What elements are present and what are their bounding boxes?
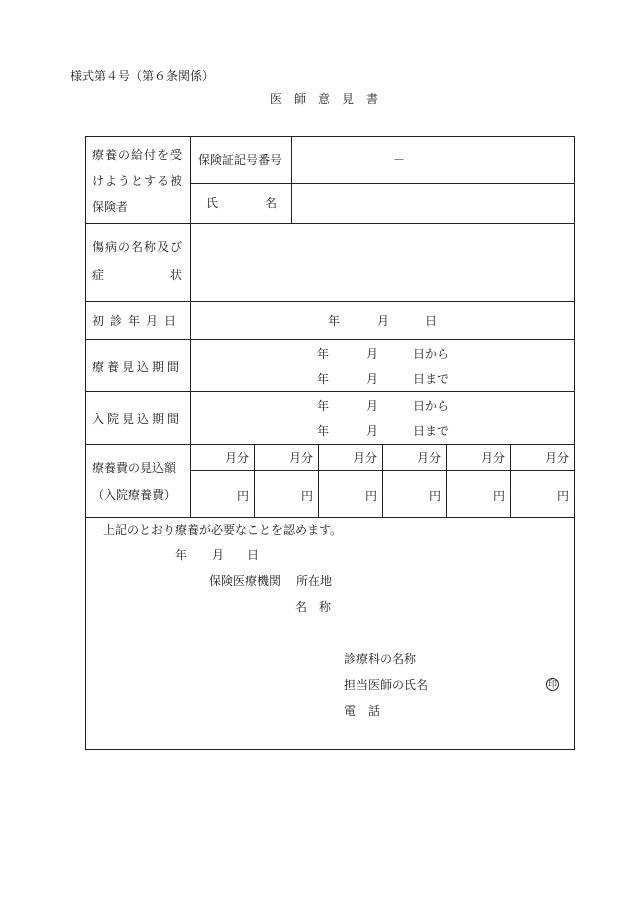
rule-cost-col-2 — [318, 444, 319, 517]
cost-month-3: 月分 — [353, 451, 378, 465]
rule-cost-col-1 — [254, 444, 255, 517]
rule-cert-bottom — [190, 183, 574, 184]
insured-label-line2: けようとする被 — [92, 174, 184, 188]
institution-address-label: 所在地 — [296, 574, 333, 588]
cost-month-5: 月分 — [481, 451, 506, 465]
certification-year: 年 — [175, 548, 188, 562]
cost-yen-4: 円 — [429, 489, 442, 503]
cost-yen-1: 円 — [237, 489, 250, 503]
cost-month-6: 月分 — [545, 451, 570, 465]
rule-first-visit-bottom — [86, 339, 574, 340]
rule-hospital-bottom — [86, 444, 574, 445]
treatment-until-day: 日まで — [413, 372, 450, 386]
name-label-given: 名 — [265, 196, 278, 210]
cost-yen-5: 円 — [493, 489, 506, 503]
document-title: 医師意見書 — [270, 92, 391, 106]
rule-treatment-bottom — [86, 391, 574, 392]
first-visit-year: 年 — [328, 314, 341, 328]
department-label: 診療科の名称 — [344, 652, 417, 666]
illness-label-line2 — [92, 269, 182, 281]
illness-label-symptom-1: 症 — [92, 268, 105, 282]
rule-cost-col-3 — [382, 444, 383, 517]
cert-number-value[interactable]: － — [393, 153, 406, 167]
hospital-period-label: 入院見込期間 — [92, 412, 183, 426]
rule-cost-bottom — [86, 517, 574, 518]
first-visit-month: 月 — [377, 314, 390, 328]
hospital-until-day: 日まで — [413, 424, 450, 438]
illness-label-symptom-2: 状 — [169, 268, 182, 282]
cost-yen-2: 円 — [301, 489, 314, 503]
doctor-name-label: 担当医師の氏名 — [344, 678, 429, 692]
institution-label: 保険医療機関 — [209, 574, 282, 588]
treatment-from-day: 日から — [413, 347, 450, 361]
first-visit-day: 日 — [425, 314, 438, 328]
name-label-family: 氏 — [206, 196, 219, 210]
cost-label-line2: （入院療養費） — [92, 488, 177, 502]
insured-label-line1: 療養の給付を受 — [92, 148, 184, 162]
rule-illness-bottom — [86, 301, 574, 302]
treatment-until-month: 月 — [366, 372, 379, 386]
cert-number-label: 保険証記号番号 — [198, 153, 283, 167]
certification-statement: 上記のとおり療養が必要なことを認めます。 — [103, 523, 343, 537]
treatment-from-year: 年 — [317, 347, 330, 361]
hospital-until-year: 年 — [317, 424, 330, 438]
institution-name-label: 名 称 — [295, 600, 332, 614]
cost-month-1: 月分 — [225, 451, 250, 465]
rule-cert-column — [291, 137, 292, 223]
phone-label: 電 話 — [344, 704, 381, 718]
first-visit-label: 初診年月日 — [92, 314, 183, 328]
rule-label-column — [190, 137, 191, 517]
hospital-from-year: 年 — [317, 399, 330, 413]
cost-yen-6: 円 — [557, 489, 570, 503]
rule-insured-bottom — [86, 223, 574, 224]
treatment-period-label: 療養見込期間 — [92, 360, 183, 374]
insured-label-line3: 保険者 — [92, 200, 129, 214]
certification-day: 日 — [247, 548, 260, 562]
cost-month-4: 月分 — [417, 451, 442, 465]
treatment-until-year: 年 — [317, 372, 330, 386]
hospital-until-month: 月 — [366, 424, 379, 438]
seal-mark: 印 — [547, 680, 557, 690]
hospital-from-day: 日から — [413, 399, 450, 413]
form-frame — [85, 136, 575, 750]
hospital-from-month: 月 — [366, 399, 379, 413]
cost-label-line1: 療養費の見込額 — [92, 461, 177, 475]
rule-cost-col-4 — [446, 444, 447, 517]
cost-yen-3: 円 — [365, 489, 378, 503]
treatment-from-month: 月 — [366, 347, 379, 361]
illness-label-line1: 傷病の名称及び — [92, 240, 184, 254]
rule-cost-col-5 — [510, 444, 511, 517]
cost-month-2: 月分 — [289, 451, 314, 465]
form-number: 様式第４号（第６条関係） — [70, 69, 215, 83]
certification-month: 月 — [212, 548, 225, 562]
